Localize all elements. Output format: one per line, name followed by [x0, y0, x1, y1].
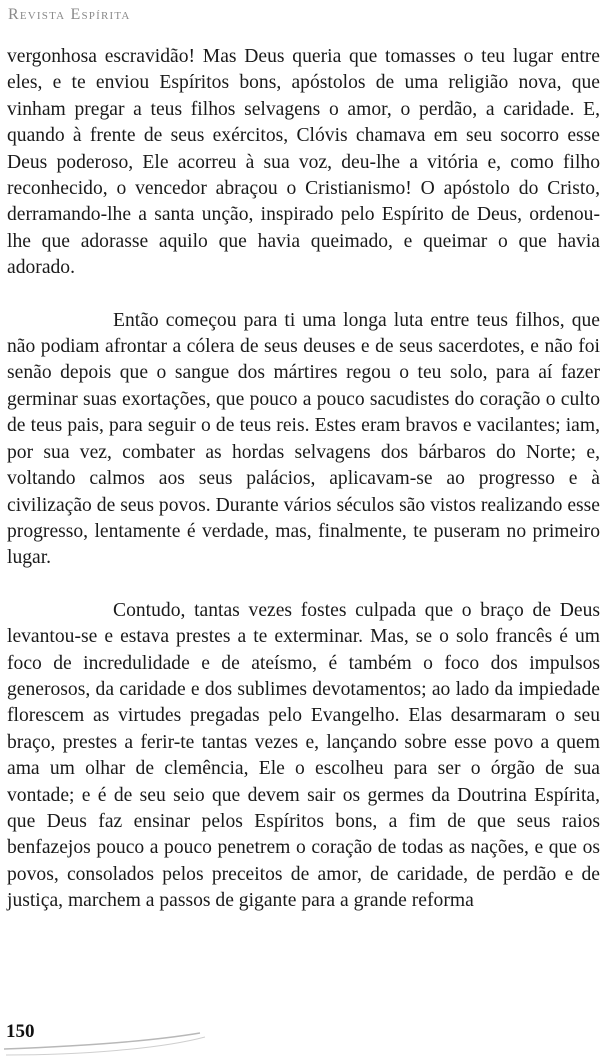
paragraph-continued: vergonhosa escravidão! Mas Deus queria que tomasses o teu lugar entre eles, e te enviou Espíritos bons, apóstolos de uma religião nova, que vinham pregar a teus filhos selvagens o amor, o perdão, a caridade. E, quando à frente de seus exércitos, Clóvis chamava em seu socorro esse Deus poderoso, Ele acorreu à sua voz, deu-lhe a vitória e, como filho reconhecido, o vencedor abraçou o Cristianismo! O apóstolo do Cristo, derramando-lhe a santa unção, inspirado pelo Espírito de Deus, ordenou-lhe que adorasse aquilo que havia queimado, e queimar o que havia adorado.: [7, 46, 600, 279]
page-number: 150: [6, 1021, 35, 1042]
paragraph: Contudo, tantas vezes fostes culpada que o braço de Deus levantou-se e estava prestes a te exterminar. Mas, se o solo francês é um foco de incredulidade e de ateísmo, é também o foco dos impulsos generosos, da caridade e dos sublimes devotamentos; ao lado da impiedade florescem as virtudes pregadas pelo Evangelho. Elas desarmaram o seu braço, prestes a ferir-te tantas vezes e, lançando sobre esse povo a quem ama um olhar de clemência, Ele o escolheu para ser o órgão de sua vontade; e é de seu seio que devem sair os germes da Doutrina Espírita, que Deus faz ensinar pelos Espíritos bons, a fim de que seus raios benfazejos pouco a pouco penetrem o coração de todas as nações, e que os povos, consolados pelos preceitos de amor, de caridade, de perdão e de justiça, marchem a passos de gigante para a grande reforma: [7, 599, 600, 912]
paragraph: Então começou para ti uma longa luta entre teus filhos, que não podiam afrontar a cólera de seus deuses e de seus sacerdotes, e não foi senão depois que o sangue dos mártires regou o teu solo, para aí fazer germinar suas exortações, que pouco a pouco sacudistes do coração o culto de teus pais, para seguir o de teus reis. Estes eram bravos e vacilantes; iam, por sua vez, combater as hordas selvagens dos bárbaros do Norte; e, voltando calmos aos seus palácios, aplicavam-se ao progresso e à civilização de seus povos. Durante vários séculos são vistos realizando esse progresso, lentamente é verdade, mas, finalmente, te puseram no primeiro lugar.: [7, 309, 600, 569]
decorative-swash-icon: [0, 1019, 603, 1059]
running-header: Revista Espírita: [8, 6, 131, 23]
page-footer: [0, 1019, 603, 1059]
page-body: [7, 44, 600, 915]
